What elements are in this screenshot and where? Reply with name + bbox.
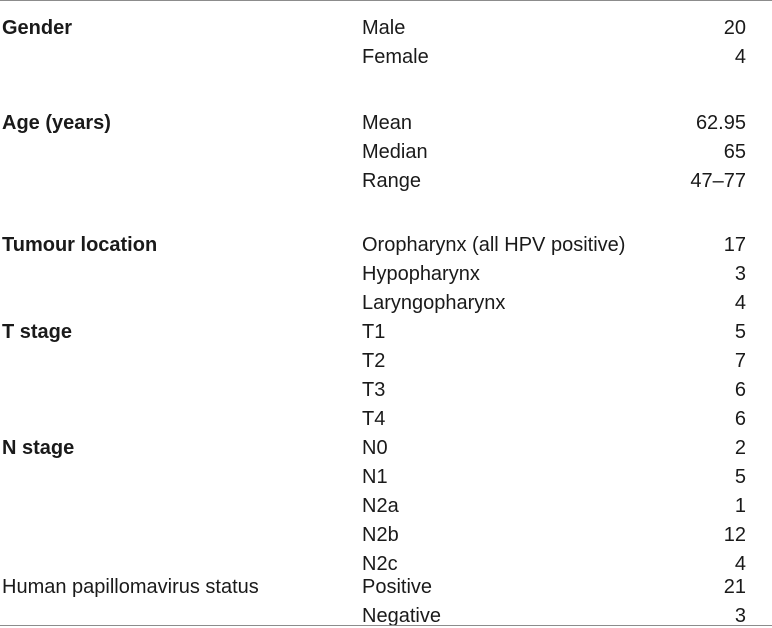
category-label: Age (years) (2, 112, 111, 134)
row-label: T4 (362, 408, 386, 430)
row-value: 47–77 (690, 170, 746, 192)
row-value: 4 (734, 46, 746, 68)
row-label: N2a (362, 495, 399, 517)
row-label: Median (362, 141, 428, 163)
row-value: 5 (734, 466, 746, 488)
row-value: 6 (734, 379, 746, 401)
row-label: N1 (362, 466, 388, 488)
row-value: 3 (734, 605, 746, 627)
category-label: Gender (2, 17, 73, 39)
row-label: Hypopharynx (362, 263, 480, 285)
category-label: T stage (2, 321, 73, 343)
row-value: 21 (723, 576, 746, 598)
row-value: 3 (734, 263, 746, 285)
row-value: 1 (734, 495, 746, 517)
row-label: Male (362, 17, 406, 39)
row-label: N0 (362, 437, 388, 459)
category-label: Human papillomavirus status (2, 576, 259, 598)
row-value: 17 (723, 234, 746, 256)
row-label: Positive (362, 576, 433, 598)
row-label: T2 (362, 350, 386, 372)
row-label: Female (362, 46, 429, 68)
category-label: N stage (2, 437, 75, 459)
row-label: N2c (362, 553, 398, 575)
row-label: T3 (362, 379, 386, 401)
row-label: N2b (362, 524, 399, 546)
row-label: Mean (362, 112, 413, 134)
category-label: Tumour location (2, 234, 158, 256)
row-value: 65 (723, 141, 746, 163)
row-value: 6 (734, 408, 746, 430)
row-label: Oropharynx (all HPV positive) (362, 234, 626, 256)
row-value: 5 (734, 321, 746, 343)
table-bottom-rule (0, 625, 772, 626)
row-value: 2 (734, 437, 746, 459)
row-value: 12 (723, 524, 746, 546)
row-label: T1 (362, 321, 386, 343)
row-value: 7 (734, 350, 746, 372)
row-value: 62.95 (695, 112, 746, 134)
row-value: 4 (734, 553, 746, 575)
row-label: Range (362, 170, 421, 192)
table-top-rule (0, 0, 772, 1)
row-label: Negative (362, 605, 441, 627)
row-value: 4 (734, 292, 746, 314)
row-value: 20 (723, 17, 746, 39)
row-label: Laryngopharynx (362, 292, 506, 314)
